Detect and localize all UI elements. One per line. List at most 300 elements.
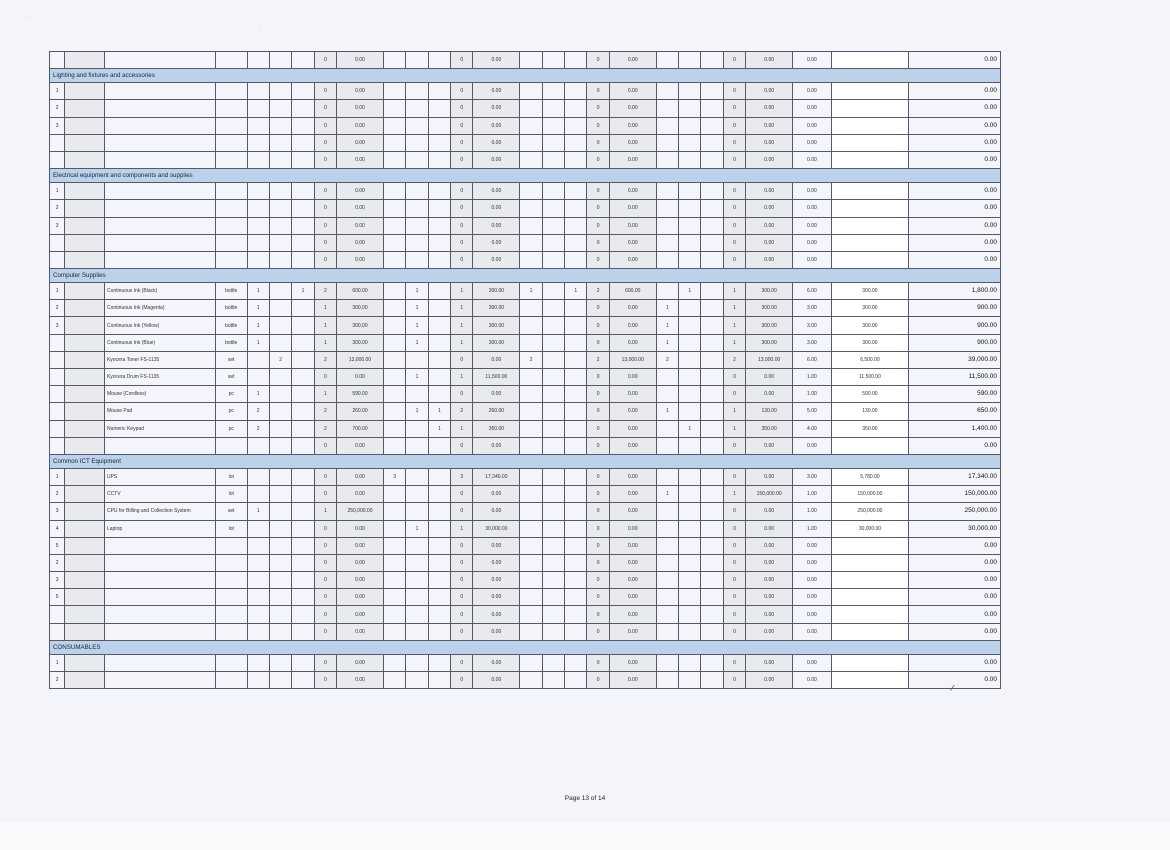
value-cell	[383, 300, 405, 317]
blank-cell	[65, 100, 105, 117]
item-number	[50, 52, 65, 69]
value-cell: 0.00	[609, 437, 656, 454]
section-title: Electrical equipment and components and supplies	[50, 169, 1001, 183]
value-cell: 0.00	[746, 100, 793, 117]
table-row	[50, 572, 1001, 589]
item-name: Kyocera Drum FS-1135	[104, 369, 215, 386]
value-cell	[542, 468, 564, 485]
value-cell: 0.00	[337, 623, 384, 640]
value-cell	[428, 554, 450, 571]
row-total: 900.00	[909, 334, 1001, 351]
value-cell: 0.00	[337, 654, 384, 671]
item-name	[104, 83, 215, 100]
value-cell	[656, 623, 678, 640]
value-cell: 0	[723, 437, 745, 454]
blank-cell	[65, 200, 105, 217]
value-cell	[701, 486, 723, 503]
value-cell: 590.00	[337, 386, 384, 403]
value-cell	[565, 100, 587, 117]
value-cell: 1	[723, 486, 745, 503]
value-cell	[428, 654, 450, 671]
row-total: 0.00	[909, 52, 1001, 69]
value-cell	[292, 100, 314, 117]
value-cell	[428, 83, 450, 100]
value-cell: 0.00	[746, 234, 793, 251]
value-cell	[701, 572, 723, 589]
value-cell	[247, 134, 269, 151]
value-cell: 0	[314, 537, 336, 554]
unit-cell	[215, 606, 247, 623]
item-name	[104, 572, 215, 589]
value-cell: 0.00	[337, 554, 384, 571]
value-cell: 0	[587, 537, 609, 554]
value-cell: 0.00	[609, 217, 656, 234]
value-cell	[428, 623, 450, 640]
value-cell	[269, 437, 291, 454]
value-cell: 2	[247, 403, 269, 420]
value-cell: 0.00	[473, 100, 520, 117]
value-cell	[428, 468, 450, 485]
value-cell	[428, 486, 450, 503]
value-cell	[520, 672, 542, 689]
blank-cell	[65, 672, 105, 689]
unit-cell: bottle	[215, 283, 247, 300]
value-cell	[247, 251, 269, 268]
item-name: CCTV	[104, 486, 215, 503]
value-cell	[679, 369, 701, 386]
value-cell	[701, 351, 723, 368]
value-cell: 0	[451, 503, 473, 520]
value-cell	[428, 537, 450, 554]
value-cell	[247, 200, 269, 217]
value-cell	[831, 554, 908, 571]
value-cell: 1	[451, 334, 473, 351]
value-cell	[383, 420, 405, 437]
value-cell	[679, 403, 701, 420]
value-cell	[520, 437, 542, 454]
value-cell	[701, 654, 723, 671]
table-row	[50, 369, 1001, 386]
table-row	[50, 117, 1001, 134]
value-cell	[292, 654, 314, 671]
value-cell	[542, 503, 564, 520]
table-row	[50, 437, 1001, 454]
value-cell	[542, 234, 564, 251]
value-cell	[542, 151, 564, 168]
value-cell: 1	[679, 420, 701, 437]
value-cell	[406, 672, 428, 689]
value-cell: 1	[656, 486, 678, 503]
value-cell: 0.00	[746, 572, 793, 589]
value-cell	[383, 623, 405, 640]
blank-cell	[65, 134, 105, 151]
table-row	[50, 486, 1001, 503]
value-cell: 0.00	[793, 217, 832, 234]
value-cell	[269, 83, 291, 100]
value-cell: 0.00	[609, 317, 656, 334]
blank-cell	[65, 283, 105, 300]
value-cell	[292, 151, 314, 168]
value-cell: 0.00	[337, 151, 384, 168]
value-cell	[565, 134, 587, 151]
value-cell	[247, 486, 269, 503]
table-row	[50, 589, 1001, 606]
value-cell	[679, 117, 701, 134]
value-cell: 0.00	[746, 217, 793, 234]
value-cell: 1	[247, 503, 269, 520]
row-total: 150,000.00	[909, 486, 1001, 503]
value-cell: 0.00	[609, 654, 656, 671]
value-cell	[428, 606, 450, 623]
budget-sheet	[49, 51, 1001, 689]
value-cell: 0.00	[337, 100, 384, 117]
value-cell: 0.00	[337, 589, 384, 606]
item-number: 3	[50, 503, 65, 520]
value-cell: 0	[587, 100, 609, 117]
value-cell	[565, 554, 587, 571]
value-cell: 0.00	[473, 672, 520, 689]
value-cell: 0	[451, 537, 473, 554]
value-cell: 0	[451, 672, 473, 689]
value-cell	[269, 403, 291, 420]
row-total: 0.00	[909, 100, 1001, 117]
value-cell	[428, 300, 450, 317]
value-cell	[701, 420, 723, 437]
value-cell	[383, 403, 405, 420]
row-total: 900.00	[909, 300, 1001, 317]
value-cell: 0.00	[609, 151, 656, 168]
value-cell	[269, 554, 291, 571]
item-name: Continuous Ink (Yellow)	[104, 317, 215, 334]
value-cell: 0.00	[609, 134, 656, 151]
value-cell: 1	[314, 300, 336, 317]
value-cell	[406, 589, 428, 606]
value-cell: 350.00	[473, 420, 520, 437]
value-cell	[406, 52, 428, 69]
value-cell	[520, 100, 542, 117]
item-number: 1	[50, 183, 65, 200]
value-cell	[656, 52, 678, 69]
item-name: Numeric Keypad	[104, 420, 215, 437]
blank-cell	[65, 151, 105, 168]
value-cell: 260.00	[337, 403, 384, 420]
value-cell	[292, 386, 314, 403]
value-cell: 0.00	[609, 572, 656, 589]
value-cell: 2	[587, 283, 609, 300]
value-cell	[383, 503, 405, 520]
item-name	[104, 117, 215, 134]
value-cell	[542, 672, 564, 689]
value-cell: 0.00	[793, 251, 832, 268]
value-cell: 0.00	[609, 100, 656, 117]
value-cell	[292, 300, 314, 317]
value-cell: 1	[247, 334, 269, 351]
row-total: 0.00	[909, 589, 1001, 606]
value-cell: 0.00	[746, 134, 793, 151]
value-cell	[679, 200, 701, 217]
value-cell: 0	[451, 117, 473, 134]
value-cell: 2	[451, 403, 473, 420]
value-cell: 1	[520, 283, 542, 300]
section-header	[50, 454, 1001, 468]
value-cell	[269, 334, 291, 351]
unit-cell	[215, 623, 247, 640]
value-cell: 0.00	[746, 369, 793, 386]
value-cell: 1	[451, 520, 473, 537]
value-cell: 1	[314, 317, 336, 334]
value-cell: 3	[383, 468, 405, 485]
item-number	[50, 403, 65, 420]
value-cell	[542, 437, 564, 454]
value-cell: 0.00	[337, 606, 384, 623]
value-cell: 0.00	[337, 672, 384, 689]
value-cell: 0.00	[609, 537, 656, 554]
value-cell	[247, 217, 269, 234]
blank-cell	[65, 623, 105, 640]
value-cell	[701, 606, 723, 623]
value-cell	[406, 151, 428, 168]
value-cell: 1	[451, 369, 473, 386]
value-cell: 13,000.00	[337, 351, 384, 368]
row-total: 17,340.00	[909, 468, 1001, 485]
value-cell: 1.00	[793, 486, 832, 503]
item-name	[104, 654, 215, 671]
value-cell	[406, 386, 428, 403]
value-cell: 1	[314, 386, 336, 403]
value-cell: 2	[314, 420, 336, 437]
value-cell: 1	[247, 386, 269, 403]
value-cell	[656, 183, 678, 200]
value-cell: 13,000.00	[609, 351, 656, 368]
value-cell	[292, 317, 314, 334]
blank-cell	[65, 317, 105, 334]
value-cell: 1	[656, 300, 678, 317]
value-cell: 1	[565, 283, 587, 300]
value-cell: 0	[587, 334, 609, 351]
value-cell: 0	[314, 251, 336, 268]
value-cell	[565, 437, 587, 454]
blank-cell	[65, 503, 105, 520]
value-cell	[292, 503, 314, 520]
item-number: 4	[50, 520, 65, 537]
value-cell	[565, 486, 587, 503]
value-cell	[565, 623, 587, 640]
unit-cell	[215, 183, 247, 200]
scan-speck: ·	[28, 14, 31, 21]
unit-cell	[215, 251, 247, 268]
value-cell	[565, 217, 587, 234]
value-cell	[679, 468, 701, 485]
blank-cell	[65, 403, 105, 420]
value-cell	[383, 100, 405, 117]
unit-cell	[215, 134, 247, 151]
value-cell: 0.00	[793, 623, 832, 640]
value-cell	[542, 351, 564, 368]
item-number	[50, 151, 65, 168]
value-cell: 0	[587, 606, 609, 623]
value-cell	[656, 283, 678, 300]
unit-cell: set	[215, 351, 247, 368]
value-cell	[831, 672, 908, 689]
value-cell: 0.00	[337, 234, 384, 251]
value-cell: 300.00	[337, 317, 384, 334]
value-cell	[269, 100, 291, 117]
value-cell	[679, 300, 701, 317]
value-cell: 300.00	[746, 300, 793, 317]
value-cell: 1	[428, 403, 450, 420]
value-cell	[428, 351, 450, 368]
value-cell: 0	[314, 672, 336, 689]
value-cell	[679, 83, 701, 100]
value-cell: 0	[314, 606, 336, 623]
value-cell: 1	[723, 283, 745, 300]
value-cell	[656, 606, 678, 623]
item-name: Continuous Ink (Blue)	[104, 334, 215, 351]
table-row	[50, 351, 1001, 368]
value-cell: 0	[451, 351, 473, 368]
value-cell	[565, 251, 587, 268]
value-cell	[292, 520, 314, 537]
value-cell	[520, 117, 542, 134]
value-cell: 350.00	[746, 420, 793, 437]
item-name	[104, 251, 215, 268]
value-cell	[428, 520, 450, 537]
item-number	[50, 606, 65, 623]
value-cell: 0	[723, 217, 745, 234]
value-cell	[269, 537, 291, 554]
value-cell: 0	[587, 468, 609, 485]
value-cell: 0	[451, 654, 473, 671]
value-cell	[520, 334, 542, 351]
value-cell: 0.00	[793, 234, 832, 251]
value-cell: 0.00	[473, 554, 520, 571]
value-cell	[520, 134, 542, 151]
value-cell	[831, 117, 908, 134]
value-cell: 2	[314, 403, 336, 420]
item-name	[104, 554, 215, 571]
value-cell: 0	[451, 572, 473, 589]
value-cell: 1	[406, 403, 428, 420]
value-cell	[701, 117, 723, 134]
value-cell: 3.00	[793, 334, 832, 351]
value-cell: 1	[723, 420, 745, 437]
value-cell	[292, 537, 314, 554]
value-cell	[383, 183, 405, 200]
item-number	[50, 420, 65, 437]
value-cell: 1.00	[793, 369, 832, 386]
item-number: 1	[50, 468, 65, 485]
value-cell	[542, 606, 564, 623]
value-cell	[383, 486, 405, 503]
value-cell	[292, 623, 314, 640]
value-cell: 13,000.00	[746, 351, 793, 368]
value-cell	[428, 672, 450, 689]
value-cell: 0.00	[609, 520, 656, 537]
unit-cell	[215, 83, 247, 100]
row-total: 1,400.00	[909, 420, 1001, 437]
value-cell	[679, 217, 701, 234]
value-cell: 0	[451, 183, 473, 200]
value-cell: 0.00	[609, 300, 656, 317]
value-cell	[383, 369, 405, 386]
value-cell	[383, 654, 405, 671]
unit-cell	[215, 572, 247, 589]
item-number	[50, 369, 65, 386]
value-cell	[565, 151, 587, 168]
value-cell: 5.00	[793, 403, 832, 420]
value-cell: 0	[723, 183, 745, 200]
value-cell	[565, 420, 587, 437]
value-cell	[269, 623, 291, 640]
value-cell	[520, 300, 542, 317]
value-cell: 0.00	[473, 537, 520, 554]
value-cell	[383, 386, 405, 403]
value-cell	[383, 672, 405, 689]
item-name: UPS	[104, 468, 215, 485]
blank-cell	[65, 520, 105, 537]
value-cell	[269, 117, 291, 134]
value-cell: 0.00	[793, 52, 832, 69]
value-cell	[406, 134, 428, 151]
value-cell	[679, 654, 701, 671]
value-cell	[542, 572, 564, 589]
row-total: 0.00	[909, 572, 1001, 589]
value-cell	[542, 403, 564, 420]
value-cell: 0.00	[473, 134, 520, 151]
value-cell	[292, 351, 314, 368]
item-name: Mouse Pad	[104, 403, 215, 420]
value-cell	[247, 623, 269, 640]
value-cell: 0.00	[793, 654, 832, 671]
value-cell: 0	[451, 623, 473, 640]
value-cell	[701, 283, 723, 300]
value-cell	[679, 100, 701, 117]
item-number	[50, 251, 65, 268]
value-cell	[656, 217, 678, 234]
item-name	[104, 623, 215, 640]
value-cell: 0	[451, 83, 473, 100]
value-cell: 0.00	[746, 520, 793, 537]
value-cell: 300.00	[831, 300, 908, 317]
value-cell	[656, 251, 678, 268]
item-number: 3	[50, 217, 65, 234]
value-cell: 0.00	[609, 334, 656, 351]
value-cell: 0	[587, 369, 609, 386]
value-cell: 0.00	[746, 554, 793, 571]
value-cell: 2	[723, 351, 745, 368]
value-cell	[701, 52, 723, 69]
value-cell: 0	[451, 554, 473, 571]
value-cell: 300.00	[746, 283, 793, 300]
value-cell: 0.00	[746, 503, 793, 520]
value-cell	[701, 537, 723, 554]
value-cell: 0	[451, 234, 473, 251]
value-cell	[428, 134, 450, 151]
value-cell	[542, 83, 564, 100]
value-cell	[428, 572, 450, 589]
value-cell: 0.00	[337, 369, 384, 386]
table-row	[50, 134, 1001, 151]
value-cell: 0	[451, 52, 473, 69]
blank-cell	[65, 554, 105, 571]
value-cell	[383, 52, 405, 69]
value-cell: 0	[587, 117, 609, 134]
value-cell	[656, 420, 678, 437]
item-name	[104, 151, 215, 168]
row-total: 0.00	[909, 623, 1001, 640]
value-cell: 300.00	[337, 300, 384, 317]
value-cell: 6.00	[793, 351, 832, 368]
